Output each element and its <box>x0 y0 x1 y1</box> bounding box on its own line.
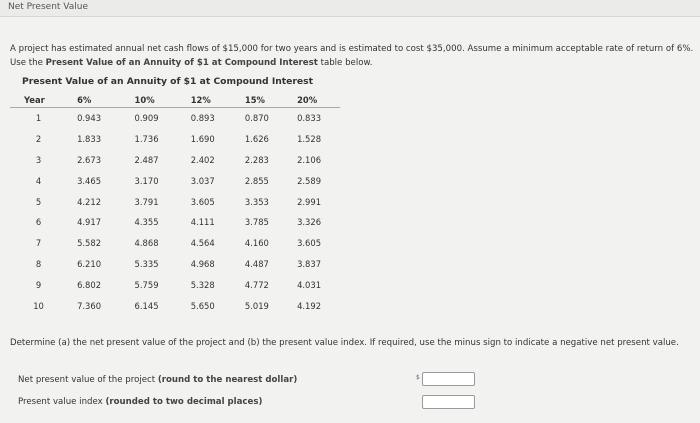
npv-hint: (round to the nearest dollar) <box>157 375 298 385</box>
value-cell: 4.212 <box>77 196 102 207</box>
value-cell: 2.402 <box>190 154 215 165</box>
table-row <box>10 191 340 212</box>
table-row <box>10 295 340 316</box>
annuity-table <box>10 92 340 316</box>
value-cell: 4.160 <box>244 238 269 249</box>
pvi-input[interactable] <box>422 395 475 409</box>
table-row <box>10 254 340 275</box>
table-reference: Present Value of an Annuity of $1 at Compound Interest <box>45 58 318 68</box>
npv-label <box>18 375 297 385</box>
value-cell: 2.283 <box>244 154 269 165</box>
currency-symbol: $ <box>416 374 420 381</box>
value-cell: 4.968 <box>190 258 215 269</box>
value-cell: 4.772 <box>244 279 269 290</box>
value-cell: 3.785 <box>244 217 269 228</box>
value-cell: 1.690 <box>190 134 215 145</box>
value-cell: 0.833 <box>297 113 322 124</box>
value-cell: 1.528 <box>297 134 322 145</box>
table-row <box>10 108 340 129</box>
value-cell: 3.837 <box>297 258 322 269</box>
value-cell: 3.353 <box>244 196 269 207</box>
value-cell: 4.487 <box>244 258 269 269</box>
value-cell: 5.335 <box>134 258 159 269</box>
value-cell: 3.465 <box>77 175 102 186</box>
table-row <box>10 150 340 171</box>
value-cell: 5.019 <box>244 300 269 311</box>
year-cell: 2 <box>35 134 42 145</box>
table-row <box>10 212 340 233</box>
value-cell: 3.791 <box>134 196 159 207</box>
table-header-row <box>10 92 340 108</box>
value-cell: 2.106 <box>297 154 322 165</box>
value-cell: 2.589 <box>297 175 322 186</box>
col-header-12: 12% <box>179 92 235 108</box>
value-cell: 2.991 <box>297 196 322 207</box>
value-cell: 3.170 <box>134 175 159 186</box>
npv-label-text: Net present value of the project <box>18 375 156 385</box>
value-cell: 3.037 <box>190 175 215 186</box>
table-row <box>10 274 340 295</box>
question-text: Determine (a) the net present value of the project and (b) the present value index. If required, use the minus sign to indicate a negative net present value. <box>10 338 679 348</box>
table-row <box>10 233 340 254</box>
year-cell: 5 <box>35 196 42 207</box>
year-cell: 10 <box>33 300 44 311</box>
year-cell: 6 <box>35 217 42 228</box>
table-row <box>10 170 340 191</box>
year-cell: 3 <box>35 154 42 165</box>
value-cell: 6.210 <box>77 258 102 269</box>
value-cell: 5.650 <box>190 300 215 311</box>
page-title: Net Present Value <box>8 2 89 12</box>
value-cell: 4.355 <box>134 217 159 228</box>
title-bar <box>0 0 700 17</box>
table-row <box>10 129 340 150</box>
value-cell: 0.893 <box>190 113 215 124</box>
value-cell: 4.917 <box>77 217 102 228</box>
value-cell: 6.145 <box>134 300 159 311</box>
year-cell: 7 <box>35 238 42 249</box>
col-header-6: 6% <box>67 92 122 108</box>
year-cell: 8 <box>35 258 42 269</box>
value-cell: 0.943 <box>77 113 102 124</box>
table-title: Present Value of an Annuity of $1 at Compound Interest <box>22 76 314 87</box>
pvi-label-text: Present value index <box>18 397 103 407</box>
col-header-10: 10% <box>123 92 179 108</box>
year-cell: 9 <box>35 279 42 290</box>
value-cell: 1.833 <box>77 134 102 145</box>
value-cell: 5.759 <box>134 279 159 290</box>
col-header-year: Year <box>10 92 67 108</box>
value-cell: 5.582 <box>77 238 102 249</box>
value-cell: 3.605 <box>297 238 322 249</box>
value-cell: 4.111 <box>190 217 215 228</box>
year-cell: 1 <box>35 113 42 124</box>
value-cell: 1.736 <box>134 134 159 145</box>
value-cell: 6.802 <box>77 279 102 290</box>
value-cell: 3.605 <box>190 196 215 207</box>
value-cell: 2.673 <box>77 154 102 165</box>
value-cell: 4.868 <box>134 238 159 249</box>
npv-input[interactable] <box>422 372 475 386</box>
year-cell: 4 <box>35 175 42 186</box>
value-cell: 5.328 <box>190 279 215 290</box>
pvi-hint: (rounded to two decimal places) <box>105 397 263 407</box>
value-cell: 4.192 <box>297 300 322 311</box>
value-cell: 2.855 <box>244 175 269 186</box>
value-cell: 7.360 <box>77 300 102 311</box>
problem-text-1: A project has estimated annual net cash flows of $15,000 for two years and is estimated to cost $35,000. Assume a minimum acceptable rate of return of 6%. Use the <box>10 44 694 68</box>
value-cell: 1.626 <box>244 134 269 145</box>
value-cell: 4.564 <box>190 238 215 249</box>
value-cell: 3.326 <box>297 217 322 228</box>
col-header-15: 15% <box>235 92 289 108</box>
col-header-20: 20% <box>289 92 340 108</box>
value-cell: 0.870 <box>244 113 269 124</box>
pvi-label <box>18 397 262 407</box>
problem-statement <box>10 42 698 70</box>
value-cell: 2.487 <box>134 154 159 165</box>
problem-text-2: table below. <box>317 58 373 68</box>
value-cell: 4.031 <box>297 279 322 290</box>
value-cell: 0.909 <box>134 113 159 124</box>
